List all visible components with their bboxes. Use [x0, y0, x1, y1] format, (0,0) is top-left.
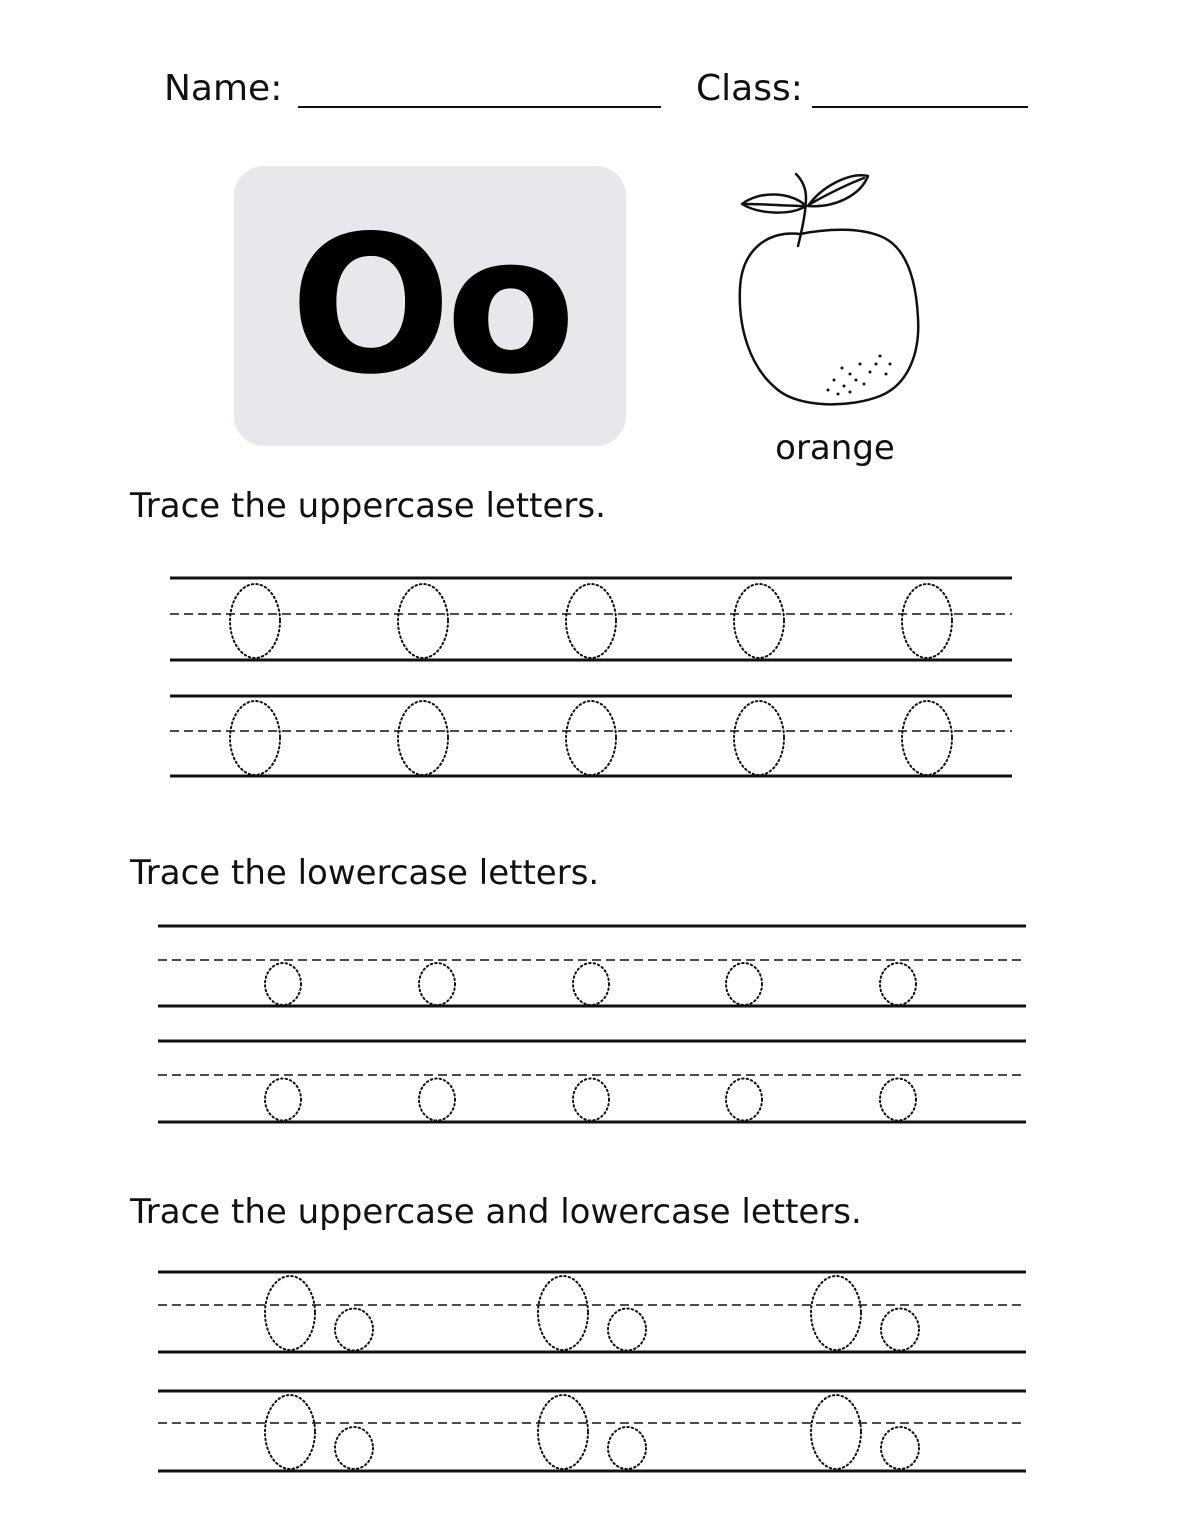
trace-letter-lowercase-o: [419, 963, 455, 1005]
picture-word: orange: [775, 428, 895, 468]
trace-letter-uppercase-o: [734, 701, 784, 775]
trace-letter-uppercase-o: [538, 1395, 588, 1469]
instruction-uppercase: Trace the uppercase letters.: [130, 486, 606, 526]
trace-letter-uppercase-o: [566, 701, 616, 775]
trace-letter-uppercase-o: [398, 701, 448, 775]
trace-letter-lowercase-o: [880, 1079, 916, 1121]
trace-letter-lowercase-o: [573, 963, 609, 1005]
name-label: Name:: [164, 68, 283, 109]
class-label: Class:: [696, 68, 803, 109]
trace-letter-lowercase-o: [881, 1427, 919, 1469]
instruction-lowercase: Trace the lowercase letters.: [130, 853, 600, 893]
trace-letter-uppercase-o: [265, 1276, 315, 1350]
trace-letter-lowercase-o: [608, 1309, 646, 1351]
trace-letter-lowercase-o: [265, 1079, 301, 1121]
trace-letter-uppercase-o: [398, 584, 448, 658]
trace-letter-uppercase-o: [734, 584, 784, 658]
trace-letter-lowercase-o: [726, 1079, 762, 1121]
trace-letter-uppercase-o: [566, 584, 616, 658]
trace-letter-lowercase-o: [265, 963, 301, 1005]
trace-letter-lowercase-o: [608, 1427, 646, 1469]
trace-letter-uppercase-o: [811, 1276, 861, 1350]
trace-letter-lowercase-o: [726, 963, 762, 1005]
trace-letter-lowercase-o: [335, 1427, 373, 1469]
trace-letter-uppercase-o: [265, 1395, 315, 1469]
trace-letter-lowercase-o: [419, 1079, 455, 1121]
trace-letter-lowercase-o: [335, 1309, 373, 1351]
trace-letter-lowercase-o: [881, 1309, 919, 1351]
featured-letters: Oo: [289, 195, 571, 416]
trace-letter-uppercase-o: [230, 701, 280, 775]
trace-letter-lowercase-o: [880, 963, 916, 1005]
trace-letter-uppercase-o: [902, 701, 952, 775]
instruction-mixed: Trace the uppercase and lowercase letters.: [130, 1192, 862, 1232]
trace-letter-lowercase-o: [573, 1079, 609, 1121]
trace-letter-uppercase-o: [902, 584, 952, 658]
trace-letter-uppercase-o: [538, 1276, 588, 1350]
trace-letter-uppercase-o: [230, 584, 280, 658]
trace-letter-uppercase-o: [811, 1395, 861, 1469]
